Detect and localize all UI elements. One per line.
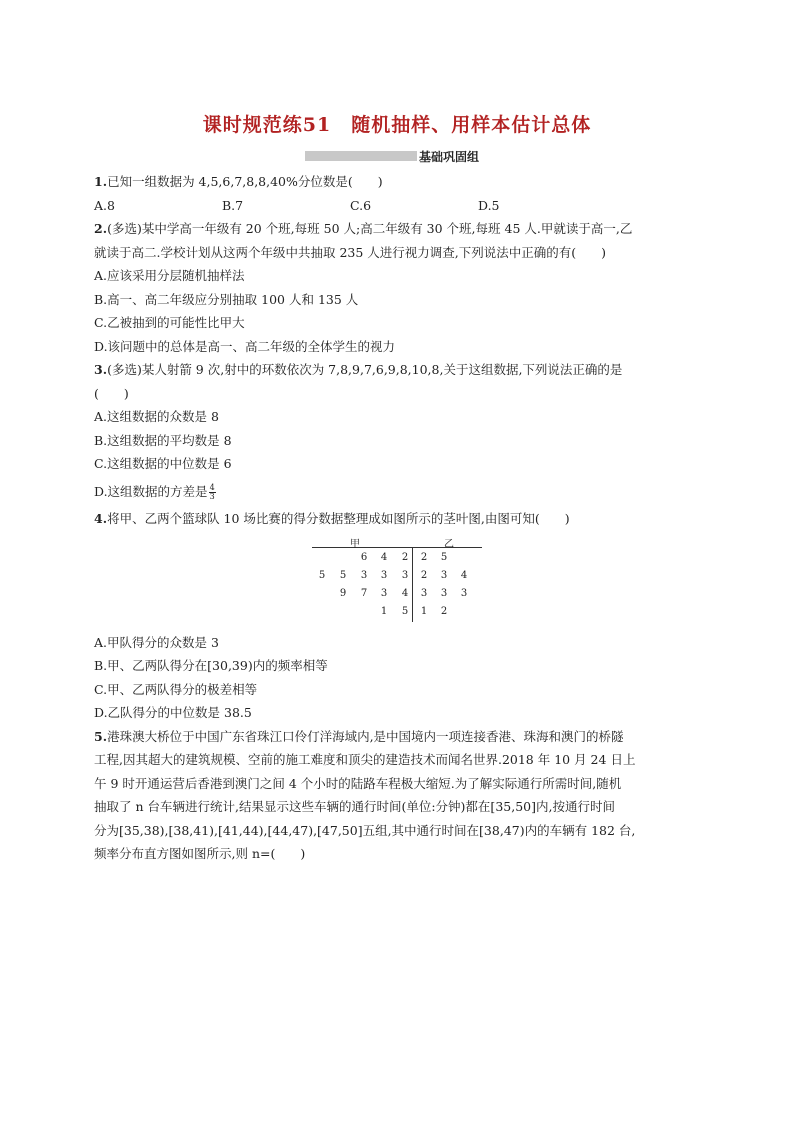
- option-a: A.甲队得分的众数是 3: [94, 634, 219, 650]
- stem-leaf-header: [312, 533, 482, 548]
- stem-row: [312, 603, 482, 621]
- question-number: 1.: [94, 174, 108, 189]
- option-c: C.乙被抽到的可能性比甲大: [94, 315, 245, 330]
- question-text: 港珠澳大桥位于中国广东省珠江口伶仃洋海域内,是中国境内一项连接香港、珠海和澳门的桥隧: [107, 728, 624, 744]
- page-title: 课时规范练51 随机抽样、用样本估计总体: [202, 114, 592, 136]
- leaf-left: 5: [318, 569, 326, 581]
- stem-row: [312, 567, 482, 585]
- stem-value: 2: [401, 551, 409, 563]
- question-text: (多选)某中学高一年级有 20 个班,每班 50 人;高二年级有 30 个班,每班 45 人.甲就读于高一,乙: [107, 221, 633, 236]
- question-text-continued: 分为[35,38),[38,41),[41,44),[44,47),[47,50]五组,其中通行时间在[38,47)内的车辆有 182 台,: [94, 822, 636, 838]
- option-a: A.这组数据的众数是 8: [94, 409, 219, 424]
- leaf-right: 3: [440, 587, 448, 599]
- question-number: 5.: [94, 728, 108, 744]
- leaf-right: 4: [460, 569, 468, 581]
- option-d: D.5: [478, 197, 500, 213]
- leaf-left: 3: [380, 587, 388, 599]
- section-bar: [305, 151, 417, 161]
- option-c: C.6: [350, 197, 372, 213]
- leaf-right: 1: [420, 605, 428, 617]
- option-b: B.这组数据的平均数是 8: [94, 432, 232, 448]
- leaf-left: 3: [360, 569, 368, 581]
- stem-row: [312, 585, 482, 603]
- option-a: A.应该采用分层随机抽样法: [94, 268, 245, 283]
- question-text-continued: 就读于高二.学校计划从这两个年级中共抽取 235 人进行视力调查,下列说法中正确的有( ): [94, 244, 607, 260]
- option-c: C.甲、乙两队得分的极差相等: [94, 681, 258, 697]
- question-text: 将甲、乙两个篮球队 10 场比赛的得分数据整理成如图所示的茎叶图,由图可知( ): [107, 511, 570, 526]
- leaf-right: 5: [440, 551, 448, 563]
- option-b: B.高一、高二年级应分别抽取 100 人和 135 人: [94, 291, 359, 307]
- question-5: [94, 725, 700, 749]
- question-1-options: [94, 194, 700, 218]
- question-3: [94, 358, 700, 382]
- question-number: 2.: [94, 221, 108, 236]
- question-1: [94, 170, 700, 194]
- stem-leaf-figure: [94, 533, 700, 625]
- stem-value: 5: [401, 605, 409, 617]
- question-list: [94, 170, 700, 866]
- leaf-left: 3: [380, 569, 388, 581]
- question-text: 已知一组数据为 4,5,6,7,8,8,40%分位数是( ): [107, 174, 383, 189]
- question-text-continued: 工程,因其超大的建筑规模、空前的施工难度和顶尖的建造技术而闻名世界.2018 年 10 月 24 日上: [94, 752, 636, 767]
- question-4: [94, 507, 700, 531]
- question-text-continued: ( ): [94, 385, 129, 401]
- leaf-right: 2: [420, 551, 428, 563]
- option-d: D.该问题中的总体是高一、高二年级的全体学生的视力: [94, 338, 396, 354]
- leaf-right: 2: [440, 605, 448, 617]
- leaf-right: 3: [420, 587, 428, 599]
- fraction: [209, 484, 216, 501]
- leaf-right: 3: [440, 569, 448, 581]
- question-2: [94, 217, 700, 241]
- stem-value: 4: [401, 587, 409, 599]
- stem-value: 3: [401, 569, 409, 581]
- leaf-right: 2: [420, 569, 428, 581]
- team-jia-label: 甲: [350, 538, 360, 550]
- question-number: 4.: [94, 511, 108, 526]
- option-d-text: D.这组数据的方差是: [94, 483, 208, 499]
- leaf-left: 6: [360, 551, 368, 563]
- section-header: [305, 150, 479, 162]
- question-text-continued: 午 9 时开通运营后香港到澳门之间 4 个小时的陆路车程极大缩短.为了解实际通行所需时间,随机: [94, 775, 622, 791]
- stem-row: [312, 549, 482, 567]
- question-number: 3.: [94, 362, 108, 377]
- leaf-left: 7: [360, 587, 368, 599]
- leaf-left: 4: [380, 551, 388, 563]
- fraction-denominator: 3: [209, 491, 215, 501]
- leaf-right: 3: [460, 587, 468, 599]
- option-d: D.乙队得分的中位数是 38.5: [94, 705, 252, 720]
- option-a: A.8: [94, 197, 115, 213]
- question-text-continued: 频率分布直方图如图所示,则 n=( ): [94, 846, 306, 861]
- option-b: B.7: [222, 197, 244, 213]
- option-c: C.这组数据的中位数是 6: [94, 456, 232, 471]
- leaf-left: 1: [380, 605, 388, 617]
- leaf-left: 5: [339, 569, 347, 581]
- option-b: B.甲、乙两队得分在[30,39)内的频率相等: [94, 658, 328, 673]
- option-d: [94, 480, 700, 504]
- section-label: 基础巩固组: [419, 149, 480, 164]
- question-text: (多选)某人射箭 9 次,射中的环数依次为 7,8,9,7,6,9,8,10,8,关于这组数据,下列说法正确的是: [107, 362, 623, 377]
- question-text-continued: 抽取了 n 台车辆进行统计,结果显示这些车辆的通行时间(单位:分钟)都在[35,50]内,按通行时间: [94, 799, 615, 814]
- fraction-numerator: 4: [209, 482, 215, 492]
- leaf-left: 9: [339, 587, 347, 599]
- team-yi-label: 乙: [444, 538, 454, 550]
